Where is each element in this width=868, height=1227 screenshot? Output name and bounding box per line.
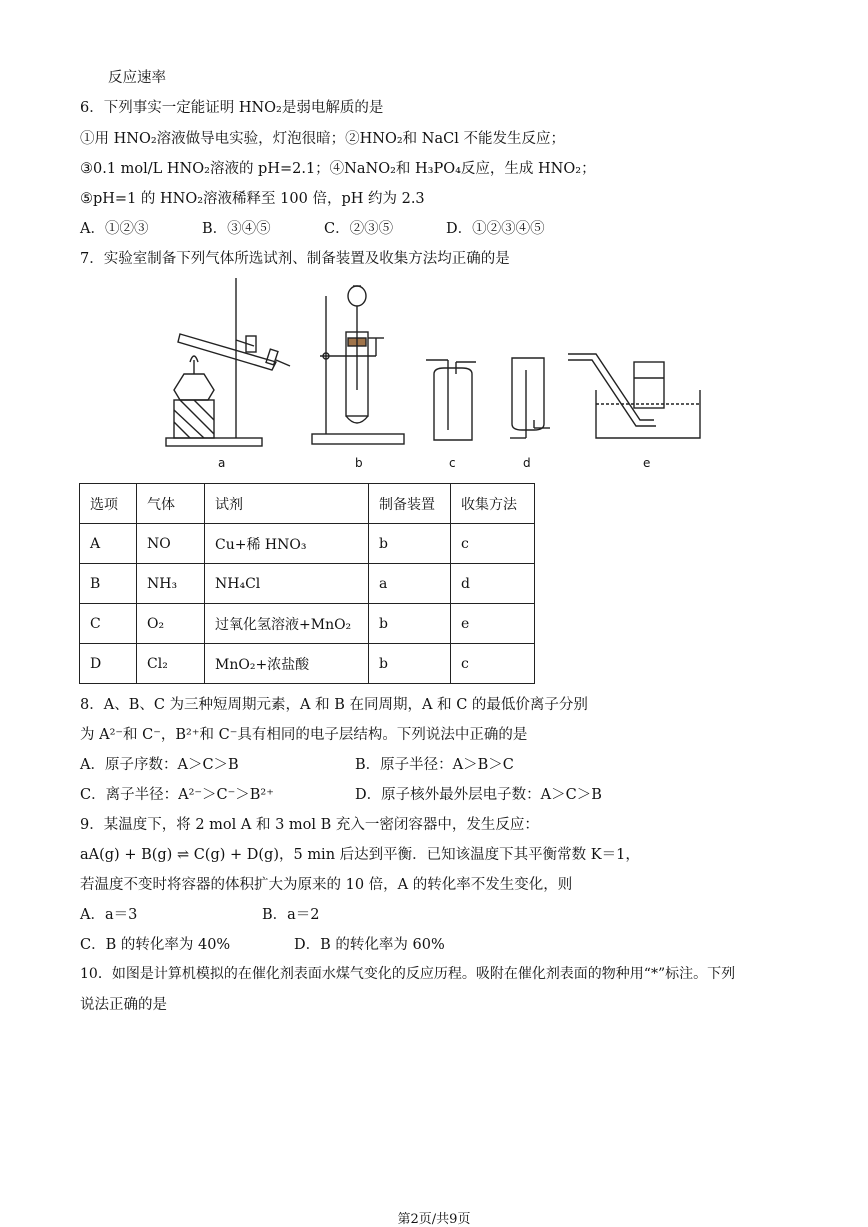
q5-tail: 反应速率	[108, 70, 166, 86]
figure-label-a: a	[218, 456, 226, 470]
q6-option-a: A．①②③	[80, 221, 149, 237]
table-header: 试剂	[205, 484, 369, 524]
q6-stem: 6．下列事实一定能证明 HNO₂是弱电解质的是	[80, 100, 384, 116]
table-cell: b	[369, 604, 451, 644]
table-cell: a	[369, 564, 451, 604]
table-header: 制备装置	[369, 484, 451, 524]
q8-stem-1: 8．A、B、C 为三种短周期元素，A 和 B 在同周期，A 和 C 的最低价离子分别	[80, 697, 588, 713]
table-header: 选项	[80, 484, 137, 524]
q8-stem-2: 为 A²⁻和 C⁻，B²⁺和 C⁻具有相同的电子层结构。下列说法中正确的是	[80, 727, 528, 743]
table-cell: NH₃	[137, 564, 205, 604]
table-cell: A	[80, 524, 137, 564]
table-cell: Cu+稀 HNO₃	[205, 524, 369, 564]
q7-stem: 7．实验室制备下列气体所选试剂、制备装置及收集方法均正确的是	[80, 251, 510, 267]
figure-label-c: c	[449, 456, 456, 470]
table-cell: b	[369, 644, 451, 684]
q8-option-c: C．离子半径：A²⁻＞C⁻＞B²⁺	[80, 787, 274, 803]
table-header: 收集方法	[451, 484, 535, 524]
table-row	[80, 564, 535, 604]
table-cell: B	[80, 564, 137, 604]
page-footer: 第2页/共9页	[397, 1212, 471, 1227]
table-cell: NH₄Cl	[205, 564, 369, 604]
q10-stem-2: 说法正确的是	[80, 997, 167, 1013]
q6-option-b: B．③④⑤	[202, 221, 271, 237]
apparatus-c	[426, 360, 476, 440]
q6-statement-1: ①用 HNO₂溶液做导电实验，灯泡很暗；②HNO₂和 NaCl 不能发生反应；	[80, 131, 565, 147]
apparatus-figure	[150, 270, 710, 470]
apparatus-b	[312, 286, 404, 444]
table-header-row	[80, 484, 535, 524]
q9-option-c: C．B 的转化率为 40%	[80, 937, 231, 953]
table-cell: NO	[137, 524, 205, 564]
q9-option-d: D．B 的转化率为 60%	[294, 937, 445, 953]
q8-option-b: B．原子半径：A＞B＞C	[355, 757, 514, 773]
table-cell: Cl₂	[137, 644, 205, 684]
table-cell: MnO₂+浓盐酸	[205, 644, 369, 684]
q7-table	[79, 483, 535, 684]
q8-option-a: A．原子序数：A＞C＞B	[80, 757, 239, 773]
figure-label-e: e	[643, 456, 651, 470]
table-cell: d	[451, 564, 535, 604]
apparatus-a	[166, 278, 290, 446]
q9-option-b: B．a＝2	[262, 907, 320, 923]
q10-stem-1: 10．如图是计算机模拟的在催化剂表面水煤气变化的反应历程。吸附在催化剂表面的物种用“*”标注。下列	[80, 966, 736, 982]
q9-stem-1: 9．某温度下，将 2 mol A 和 3 mol B 充入一密闭容器中，发生反应：	[80, 817, 539, 833]
table-cell: 过氧化氢溶液+MnO₂	[205, 604, 369, 644]
q9-stem-2: aA(g) + B(g) ⇌ C(g) + D(g)，5 min 后达到平衡．已知该温度下其平衡常数 K＝1，	[80, 847, 640, 863]
q9-stem-3: 若温度不变时将容器的体积扩大为原来的 10 倍，A 的转化率不发生变化，则	[80, 877, 573, 893]
q6-statement-3: ⑤pH=1 的 HNO₂溶液稀释至 100 倍，pH 约为 2.3	[80, 191, 425, 207]
apparatus-e	[568, 354, 700, 438]
table-cell: D	[80, 644, 137, 684]
q6-statement-2: ③0.1 mol/L HNO₂溶液的 pH=2.1；④NaNO₂和 H₃PO₄反应，生成 HNO₂；	[80, 161, 596, 177]
table-cell: C	[80, 604, 137, 644]
apparatus-d	[510, 358, 550, 438]
table-row	[80, 644, 535, 684]
table-cell: e	[451, 604, 535, 644]
table-cell: b	[369, 524, 451, 564]
q8-option-d: D．原子核外最外层电子数：A＞C＞B	[355, 787, 602, 803]
q9-option-a: A．a＝3	[80, 907, 138, 923]
table-cell: c	[451, 524, 535, 564]
q6-option-c: C．②③⑤	[324, 221, 394, 237]
table-row	[80, 524, 535, 564]
table-cell: O₂	[137, 604, 205, 644]
figure-label-b: b	[355, 456, 363, 470]
q6-option-d: D．①②③④⑤	[446, 221, 545, 237]
table-header: 气体	[137, 484, 205, 524]
table-row	[80, 604, 535, 644]
figure-label-d: d	[523, 456, 531, 470]
table-cell: c	[451, 644, 535, 684]
